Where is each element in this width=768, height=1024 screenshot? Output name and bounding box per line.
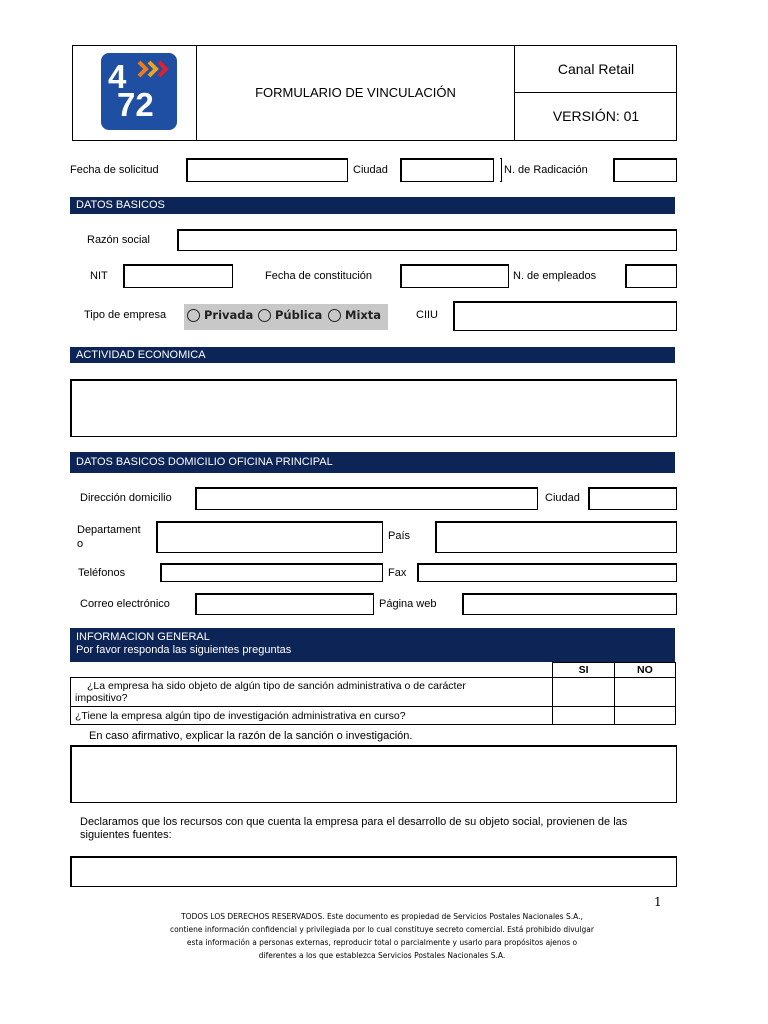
radicacion-field[interactable] bbox=[613, 158, 677, 182]
direccion-label: Dirección domicilio bbox=[80, 492, 172, 504]
radio-mixta-label: Mixta bbox=[345, 308, 382, 322]
declaration-line-1: Declaramos que los recursos con que cuenta la empresa para el desarrollo de su objeto social, provienen de las bbox=[80, 816, 628, 828]
ciudad-field[interactable] bbox=[400, 158, 494, 182]
direccion-field[interactable] bbox=[195, 487, 538, 510]
actividad-header bbox=[70, 347, 675, 363]
declaration-line-2: siguientes fuentes: bbox=[80, 829, 172, 841]
table-row bbox=[71, 707, 676, 725]
question-2-si-cell[interactable] bbox=[553, 707, 614, 725]
fecha-solicitud-label: Fecha de solicitud bbox=[70, 164, 159, 176]
departamento-label-2: o bbox=[77, 538, 84, 550]
pais-field[interactable] bbox=[435, 521, 677, 553]
questions-table bbox=[70, 662, 676, 725]
footer-line-1: TODOS LOS DERECHOS RESERVADOS. Este documento es propiedad de Servicios Postales Nacionales S.A., bbox=[181, 912, 583, 921]
radicacion-label: N. de Radicación bbox=[504, 164, 588, 176]
domicilio-ciudad-label: Ciudad bbox=[545, 492, 580, 504]
question-2-no-cell[interactable] bbox=[614, 707, 675, 725]
ciudad-label: Ciudad bbox=[353, 164, 388, 176]
pagina-web-label: Página web bbox=[379, 598, 437, 610]
question-1-si-cell[interactable] bbox=[553, 678, 614, 707]
header-logo-cell bbox=[73, 46, 197, 140]
radicacion-label-box bbox=[500, 158, 502, 182]
fuentes-field[interactable] bbox=[70, 856, 677, 887]
pagina-web-field[interactable] bbox=[462, 593, 677, 615]
logo-number-left: 4 bbox=[108, 58, 127, 95]
footer-line-2: contiene información confidencial y privilegiada por lo cual constituye secreto comercial. Está prohibido divulgar bbox=[170, 925, 594, 934]
explain-label: En caso afirmativo, explicar la razón de la sanción o investigación. bbox=[89, 730, 413, 742]
nit-field[interactable] bbox=[123, 264, 233, 288]
question-1-line-2: impositivo? bbox=[75, 692, 128, 704]
radio-privada-label: Privada bbox=[204, 308, 254, 322]
channel-label: Canal Retail bbox=[515, 46, 677, 93]
info-general-header bbox=[70, 628, 675, 662]
radio-publica-label: Pública bbox=[275, 308, 323, 322]
datos-basicos-header bbox=[70, 197, 675, 214]
header-right-cell bbox=[514, 46, 677, 140]
pais-label: País bbox=[388, 530, 411, 542]
info-general-subtitle: Por favor responda las siguientes preguntas bbox=[76, 644, 292, 656]
radio-publica[interactable] bbox=[258, 309, 271, 322]
nit-label: NIT bbox=[90, 270, 108, 282]
fax-label: Fax bbox=[388, 567, 407, 579]
razon-social-field[interactable] bbox=[177, 229, 677, 251]
fecha-constitucion-label: Fecha de constitución bbox=[265, 270, 373, 282]
page-number: 1 bbox=[654, 895, 662, 909]
table-row bbox=[71, 678, 676, 707]
version-label: VERSIÓN: 01 bbox=[552, 108, 640, 124]
fecha-constitucion-field[interactable] bbox=[400, 264, 509, 288]
declaration-text bbox=[80, 816, 680, 842]
razon-social-label: Razón social bbox=[87, 234, 150, 246]
col-no-header: NO bbox=[614, 663, 675, 678]
ciiu-field[interactable] bbox=[453, 301, 677, 331]
header-table bbox=[72, 45, 677, 141]
datos-basicos-title: DATOS BASICOS bbox=[76, 199, 165, 211]
footer-notice bbox=[140, 910, 624, 962]
header-title: FORMULARIO DE VINCULACIÓN bbox=[255, 85, 456, 100]
logo-arrows-icon bbox=[137, 60, 171, 78]
telefonos-label: Teléfonos bbox=[78, 567, 126, 579]
question-2: ¿Tiene la empresa algún tipo de investigación administrativa en curso? bbox=[71, 707, 553, 725]
departamento-label-1: Departament bbox=[77, 524, 141, 536]
question-1-no-cell[interactable] bbox=[614, 678, 675, 707]
n-empleados-label: N. de empleados bbox=[513, 270, 597, 282]
question-1-line-1: ¿La empresa ha sido objeto de algún tipo de sanción administrativa o de carácter bbox=[87, 680, 466, 692]
n-empleados-field[interactable] bbox=[625, 264, 677, 288]
col-si-header: SI bbox=[553, 663, 614, 678]
explain-textarea[interactable] bbox=[70, 745, 677, 803]
logo bbox=[101, 53, 177, 130]
fecha-solicitud-field[interactable] bbox=[186, 158, 348, 182]
telefonos-field[interactable] bbox=[160, 563, 383, 582]
radio-mixta[interactable] bbox=[328, 309, 341, 322]
footer-line-4: diferentes a los que establezca Servicios Postales Nacionales S.A. bbox=[258, 951, 506, 960]
domicilio-title: DATOS BASICOS DOMICILIO OFICINA PRINCIPAL bbox=[76, 456, 333, 468]
domicilio-ciudad-field[interactable] bbox=[588, 487, 677, 510]
tipo-empresa-label: Tipo de empresa bbox=[84, 309, 167, 321]
departamento-field[interactable] bbox=[156, 521, 383, 553]
info-general-title: INFORMACION GENERAL bbox=[76, 631, 210, 643]
correo-field[interactable] bbox=[195, 593, 374, 615]
logo-number-right: 72 bbox=[117, 86, 154, 123]
correo-label: Correo electrónico bbox=[80, 598, 170, 610]
domicilio-header bbox=[70, 452, 675, 473]
fax-field[interactable] bbox=[417, 563, 677, 582]
actividad-textarea[interactable] bbox=[70, 379, 677, 437]
actividad-title: ACTIVIDAD ECONOMICA bbox=[76, 349, 206, 361]
footer-line-3: esta información a personas externas, reproducir total o parcialmente y usarlo para propósitos ajenos o bbox=[186, 938, 578, 947]
question-1 bbox=[71, 678, 553, 707]
ciiu-label: CIIU bbox=[416, 309, 438, 321]
radio-privada[interactable] bbox=[187, 309, 200, 322]
